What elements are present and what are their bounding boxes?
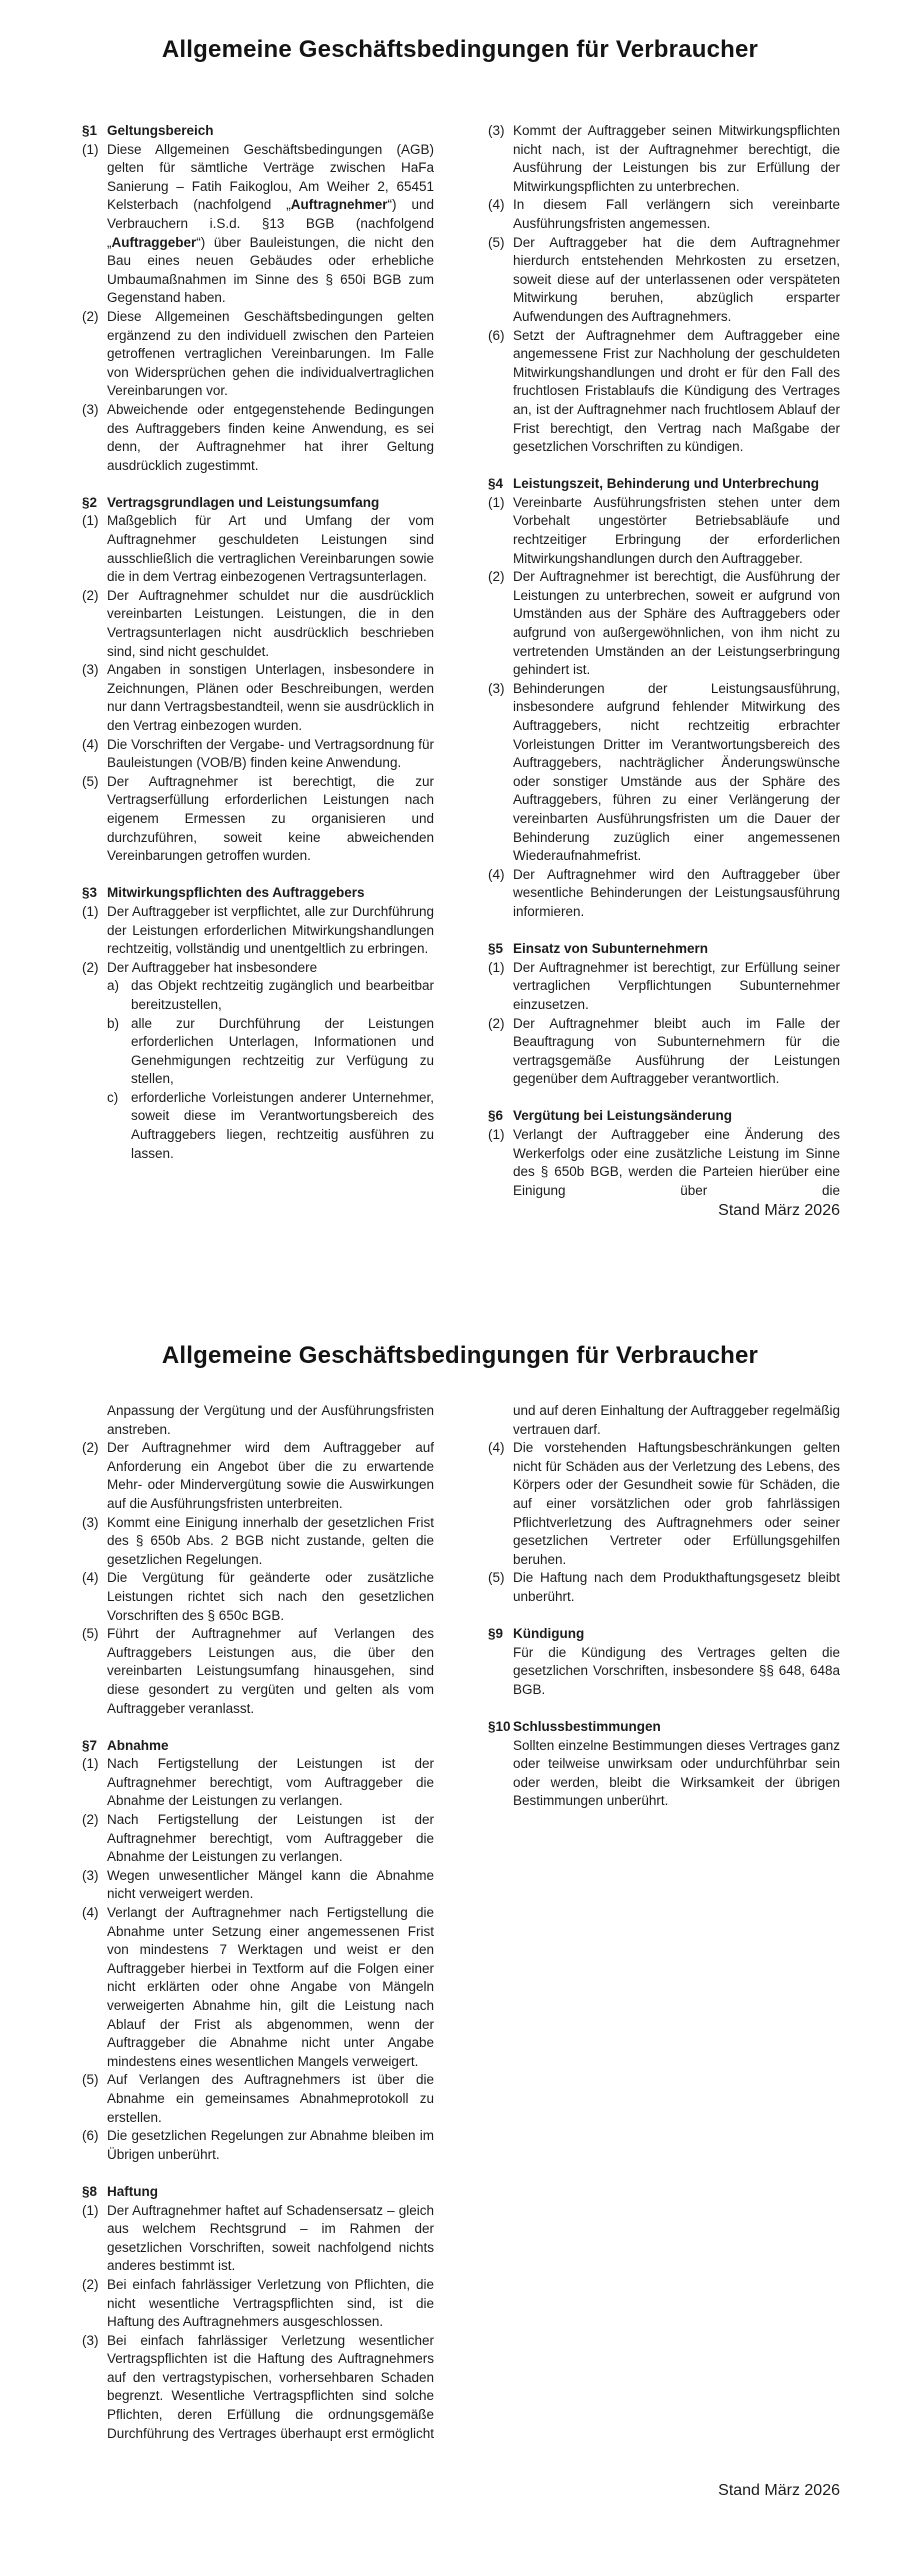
clause-number: (1) — [82, 513, 99, 529]
page-2-columns — [82, 1402, 840, 2443]
clause-number: (4) — [82, 736, 99, 752]
clause-number: (4) — [82, 1570, 99, 1586]
clause-number: c) — [107, 1089, 119, 1105]
clause-number: (2) — [488, 1015, 505, 1031]
clause-item — [82, 2127, 434, 2164]
clause-item — [82, 1811, 434, 1867]
clause-item — [82, 1569, 434, 1625]
page-1-columns — [82, 122, 840, 1200]
clause-number: (2) — [82, 2276, 99, 2292]
clause-number: (1) — [82, 2202, 99, 2218]
clause-text: Der Auftragnehmer wird dem Auftraggeber auf Anforderung ein Angebot über die zu erwartende Mehr- oder Mindervergütung sowie die Auswirkungen auf die Ausführungsfristen unterbreiten. — [107, 1440, 434, 1511]
clause-number: (3) — [488, 680, 505, 696]
clause-number: (3) — [82, 662, 99, 678]
clause-text: erforderliche Vorleistungen anderer Unternehmer, soweit diese im Verantwortungsbereich des Auftraggebers liegen, rechtzeitig ausführen zu lassen. — [131, 1089, 434, 1161]
clause-text: Geltungsbereich — [107, 123, 214, 138]
clause-text: Leistungszeit, Behinderung und Unterbrechung — [513, 476, 820, 492]
right-column — [488, 1402, 840, 2443]
clause-number: (3) — [82, 401, 99, 417]
clause-text: Der Auftraggeber hat insbesondere — [107, 959, 318, 975]
clause-item — [488, 1569, 840, 1606]
clause-text: Nach Fertigstellung der Leistungen ist der Auftragnehmer berechtigt, vom Auftraggeber die Abnahme der Leistungen zu verlangen. — [107, 1812, 434, 1865]
clause-number: §6 — [488, 1108, 504, 1124]
clause-item — [488, 494, 840, 568]
clause-text: Führt der Auftragnehmer auf Verlangen des Auftraggebers Leistungen aus, die über den vereinbarten Leistungsumfang hinausgehen, sind diese gesondert zu vergüten und gelten als vom Auftraggeber veranlasst. — [107, 1626, 434, 1716]
clause-text: Kündigung — [513, 1626, 585, 1642]
clause-text: Auf Verlangen des Auftragnehmers ist über die Abnahme ein gemeinsames Abnahmeprotokoll zu erstellen. — [107, 2072, 434, 2125]
clause-number: (4) — [82, 1905, 99, 1921]
clause-text: Für die Kündigung des Vertrages gelten die gesetzlichen Vorschriften, insbesondere §§ 648, 648a BGB. — [513, 1644, 840, 1697]
clause-text: Der Auftragnehmer ist berechtigt, die zur Vertragserfüllung erforderlichen Leistungen nach eigenem Ermessen zu organisieren und durchzuführen, soweit keine abweichenden Vereinbarungen getroffen wurden. — [107, 773, 434, 864]
clause-text: Die Vergütung für geänderte oder zusätzliche Leistungen richtet sich nach den gesetzlichen Vorschriften des § 650c BGB. — [107, 1570, 434, 1623]
clause-subitem — [107, 1089, 434, 1163]
clause-paragraph — [488, 1644, 840, 1700]
left-column — [82, 1402, 434, 2443]
section-heading — [488, 940, 840, 959]
clause-text: Abweichende oder entgegenstehende Bedingungen des Auftraggebers finden keine Anwendung, es sei denn, der Auftragnehmer hat ihrer Geltung ausdrücklich zugestimmt. — [107, 401, 434, 473]
clause-text: Wegen unwesentlicher Mängel kann die Abnahme nicht verweigert werden. — [107, 1867, 434, 1902]
clause-item — [82, 308, 434, 401]
clause-number: (2) — [82, 587, 99, 603]
clause-number: §3 — [82, 885, 98, 901]
clause-text: Anpassung der Vergütung und der Ausführungsfristen anstreben. — [107, 1403, 434, 1437]
clause-number: (3) — [82, 1514, 99, 1530]
clause-number: (2) — [82, 1440, 99, 1456]
clause-number: §10 — [488, 1719, 511, 1735]
page-title: Allgemeine Geschäftsbedingungen für Verbraucher — [161, 36, 759, 63]
clause-text: Nach Fertigstellung der Leistungen ist der Auftragnehmer berechtigt, vom Auftraggeber die Abnahme der Leistungen zu verlangen. — [107, 1756, 434, 1809]
clause-number: (2) — [82, 959, 99, 975]
clause-item — [488, 234, 840, 327]
page-title: Allgemeine Geschäftsbedingungen für Verbraucher — [161, 1342, 759, 1369]
clause-item — [488, 122, 840, 196]
page-2 — [0, 1280, 920, 2560]
clause-number: (1) — [488, 494, 505, 510]
clause-text: das Objekt rechtzeitig zugänglich und bearbeitbar bereitzustellen, — [131, 978, 434, 1012]
clause-text: Der Auftragnehmer ist berechtigt, zur Erfüllung seiner vertraglichen Verpflichtungen Subunternehmer einzusetzen. — [513, 959, 840, 1012]
page-footer: Stand März 2026 — [718, 2482, 840, 2499]
clause-item — [82, 2202, 434, 2276]
clause-text: Die gesetzlichen Regelungen zur Abnahme bleiben im Übrigen unberührt. — [107, 2128, 434, 2162]
clause-text: Die Vorschriften der Vergabe- und Vertragsordnung für Bauleistungen (VOB/B) finden keine Anwendung. — [107, 736, 434, 771]
clause-text: Einsatz von Subunternehmern — [513, 941, 709, 957]
clause-number: (4) — [488, 197, 505, 213]
left-column — [82, 122, 434, 1200]
clause-number: (1) — [82, 1756, 99, 1772]
clause-number: §1 — [82, 123, 98, 138]
clause-text: Die Haftung nach dem Produkthaftungsgesetz bleibt unberührt. — [513, 1570, 840, 1604]
clause-number: b) — [107, 1015, 120, 1031]
clause-text: Diese Allgemeinen Geschäftsbedingungen (AGB) gelten für sämtliche Verträge zwischen HaFa Sanierung – Fatih Faikoglou, Am Weiher 2, 65451 Kelsterbach (nachfolgend „Auftragnehmer“) und Verbrauchern i.S.d. §13 BGB (nachfolgend „Auftraggeber“) über Bauleistungen, die nicht den Bau eines neuen Gebäudes oder erhebliche Umbaumaßnahmen im Sinne des § 650i BGB zum Gegenstand haben. — [107, 141, 434, 306]
clause-subitem — [107, 1015, 434, 1089]
section-heading — [488, 1625, 840, 1644]
section-heading — [488, 475, 840, 494]
clause-item — [82, 1625, 434, 1718]
clause-number: §9 — [488, 1626, 504, 1642]
clause-item — [488, 680, 840, 866]
clause-item — [82, 959, 434, 978]
clause-number: a) — [107, 978, 120, 994]
clause-text: Der Auftragnehmer ist berechtigt, die Ausführung der Leistungen zu unterbrechen, soweit er aufgrund von Umständen aus der Sphäre des Auftraggebers oder aufgrund von außergewöhnlichen, von ihm nicht zu vertretenden Umständen an der Leistungserbringung gehindert ist. — [513, 569, 840, 678]
clause-item — [82, 1755, 434, 1811]
section-heading — [82, 494, 434, 513]
clause-number: (5) — [82, 1626, 99, 1642]
clause-text: Maßgeblich für Art und Umfang der vom Auftragnehmer geschuldeten Leistungen sind ausschließlich die vertraglichen Vereinbarungen sowie die in dem Vertrag einbezogenen Vertragsunterlagen. — [107, 513, 434, 585]
clause-text: Verlangt der Auftragnehmer nach Fertigstellung die Abnahme unter Setzung einer angemessenen Frist von mindestens 7 Werktagen und weist er den Auftraggeber hierbei in Textform auf die Folgen einer nicht erklärten oder ohne Angabe von Mängeln verweigerten Abnahme hin, gilt die Leistung nach Ablauf der Frist als abgenommen, wenn der Auftraggeber die Abnahme nicht unter Angabe mindestens eines wesentlichen Mangels verweigert. — [107, 1905, 434, 2069]
clause-number: (5) — [488, 1570, 505, 1586]
clause-number: (2) — [82, 1812, 99, 1828]
clause-item — [488, 959, 840, 1015]
clause-text: Der Auftragnehmer haftet auf Schadensersatz – gleich aus welchem Rechtsgrund – im Rahmen der gesetzlichen Vorschriften, soweit nachfolgend nichts anderes bestimmt ist. — [107, 2202, 434, 2274]
clause-item — [82, 401, 434, 475]
clause-item — [82, 2071, 434, 2127]
clause-item — [82, 141, 434, 308]
section-heading — [82, 884, 434, 903]
clause-number: (6) — [82, 2128, 99, 2144]
clause-subitem — [107, 977, 434, 1014]
clause-text: Setzt der Auftragnehmer dem Auftraggeber eine angemessene Frist zur Nachholung der geschuldeten Mitwirkungshandlungen und droht er für den Fall des fruchtlosen Fristablaufs die Kündigung des Vertrages an, ist der Auftragnehmer nach fruchtlosem Ablauf der Frist berechtigt, den Vertrag nach Maßgabe der gesetzlichen Vorschriften zu kündigen. — [513, 327, 840, 455]
clause-item — [82, 2276, 434, 2332]
clause-paragraph — [488, 1402, 840, 1439]
clause-number: (1) — [82, 903, 99, 919]
clause-item — [82, 903, 434, 959]
clause-number: (6) — [488, 327, 505, 343]
clause-text: und auf deren Einhaltung der Auftraggeber regelmäßig vertrauen darf. — [513, 1403, 840, 1437]
clause-item — [82, 1904, 434, 2071]
clause-number: §2 — [82, 494, 98, 510]
clause-item — [82, 773, 434, 866]
section-heading — [488, 1718, 840, 1737]
page-footer: Stand März 2026 — [718, 1202, 840, 1219]
clause-text: Vertragsgrundlagen und Leistungsumfang — [107, 494, 380, 510]
clause-text: Vergütung bei Leistungsänderung — [513, 1108, 733, 1124]
clause-text: Schlussbestimmungen — [513, 1719, 661, 1735]
clause-item — [82, 2332, 434, 2444]
clause-number: (3) — [488, 123, 505, 138]
clause-text: Vereinbarte Ausführungsfristen stehen unter dem Vorbehalt ungestörter Betriebsabläufe und rechtzeitiger Erbringung der erforderlichen Mitwirkungshandlungen durch den Auftraggeber. — [513, 494, 840, 566]
clause-text: Der Auftragnehmer wird den Auftraggeber über wesentliche Behinderungen der Leistungsausführung informieren. — [513, 866, 840, 919]
clause-paragraph — [82, 1402, 434, 1439]
section-heading — [82, 2183, 434, 2202]
clause-number: (1) — [488, 1127, 505, 1143]
clause-number: (4) — [488, 866, 505, 882]
clause-item — [82, 1867, 434, 1904]
clause-text: Verlangt der Auftraggeber eine Änderung des Werkerfolgs oder eine zusätzliche Leistung im Sinne des § 650b BGB, werden die Parteien hierüber eine Einigung über die — [513, 1127, 840, 1198]
clause-number: (1) — [488, 959, 505, 975]
clause-text: Bei einfach fahrlässiger Verletzung von Pflichten, die nicht wesentliche Vertragspflichten sind, ist die Haftung des Auftragnehmers ausgeschlossen. — [107, 2276, 434, 2330]
right-column — [488, 122, 840, 1200]
section-heading — [488, 1107, 840, 1126]
clause-text: Bei einfach fahrlässiger Verletzung wesentlicher Vertragspflichten ist die Haftung des Auftragnehmers auf den vertragstypischen, vorhersehbaren Schaden begrenzt. Wesentliche Vertragspflichten sind solche Pflichten, deren Erfüllung die ordnungsgemäße Durchführung des Vertrages überhaupt erst ermöglicht — [107, 2332, 434, 2441]
clause-number: (2) — [82, 308, 99, 324]
clause-number: (5) — [82, 2072, 99, 2088]
clause-paragraph — [488, 1737, 840, 1811]
clause-text: Der Auftraggeber ist verpflichtet, alle zur Durchführung der Leistungen erforderlichen Mitwirkungshandlungen rechtzeitig, vollständig und unentgeltlich zu erbringen. — [107, 903, 434, 957]
clause-number: (5) — [82, 773, 99, 789]
clause-number: §7 — [82, 1737, 98, 1753]
clause-item — [488, 1015, 840, 1089]
clause-item — [488, 1126, 840, 1200]
clause-text: Diese Allgemeinen Geschäftsbedingungen gelten ergänzend zu den individuell zwischen den Parteien getroffenen vertraglichen Vereinbarungen. Im Falle von Widersprüchen gehen die individualvertraglichen Vereinbarungen vor. — [107, 308, 434, 399]
clause-text: Angaben in sonstigen Unterlagen, insbesondere in Zeichnungen, Plänen oder Beschreibungen, werden nur dann Vertragsbestandteil, wenn sie ausdrücklich in den Vertrag einbezogen wurden. — [107, 662, 434, 733]
clause-item — [82, 1439, 434, 1513]
clause-item — [82, 512, 434, 586]
clause-text: Abnahme — [107, 1737, 169, 1753]
clause-item — [488, 196, 840, 233]
clause-number: (4) — [488, 1440, 505, 1456]
clause-item — [82, 736, 434, 773]
clause-item — [488, 568, 840, 680]
clause-number: (3) — [82, 2332, 99, 2348]
clause-text: Der Auftraggeber hat die dem Auftragnehmer hierdurch entstehenden Mehrkosten zu ersetzen, soweit diese auf der unterlassenen oder verspäteten Mitwirkung beruhen, abzüglich ersparter Aufwendungen des Auftragnehmers. — [513, 234, 840, 324]
clause-number: (3) — [82, 1867, 99, 1883]
clause-number: §5 — [488, 941, 504, 957]
section-heading — [82, 1737, 434, 1756]
clause-item — [488, 327, 840, 457]
clause-text: Haftung — [107, 2183, 158, 2199]
clause-number: §4 — [488, 476, 504, 492]
clause-item — [488, 866, 840, 922]
clause-text: Kommt eine Einigung innerhalb der gesetzlichen Frist des § 650b Abs. 2 BGB nicht zustande, gelten die gesetzlichen Regelungen. — [107, 1514, 434, 1567]
clause-text: Mitwirkungspflichten des Auftraggebers — [107, 885, 365, 901]
clause-text: Der Auftragnehmer bleibt auch im Falle der Beauftragung von Subunternehmern für die vertragsgemäße Ausführung der Leistungen gegenüber dem Auftraggeber verantwortlich. — [513, 1015, 840, 1087]
clause-text: Der Auftragnehmer schuldet nur die ausdrücklich vereinbarten Leistungen. Leistungen, die in den Vertragsunterlagen nicht ausdrücklich beschrieben sind, sind nicht geschuldet. — [107, 587, 434, 659]
clause-text: Die vorstehenden Haftungsbeschränkungen gelten nicht für Schäden aus der Verletzung des Lebens, des Körpers oder der Gesundheit sowie für Schäden, die auf einer vorsätzlichen oder grob fahrlässigen Pflichtverletzung des Auftragnehmers oder seiner gesetzlichen Vertreter oder Erfüllungsgehilfen beruhen. — [513, 1440, 840, 1567]
section-heading — [82, 122, 434, 141]
clause-item — [82, 587, 434, 661]
clause-text: In diesem Fall verlängern sich vereinbarte Ausführungsfristen angemessen. — [513, 197, 840, 231]
clause-number: §8 — [82, 2183, 98, 2199]
clause-text: Kommt der Auftraggeber seinen Mitwirkungspflichten nicht nach, ist der Auftragnehmer berechtigt, die Ausführung der Leistungen bis zur Erfüllung der Mitwirkungspflichten zu unterbrechen. — [513, 123, 840, 194]
clause-number: (5) — [488, 234, 505, 250]
clause-text: alle zur Durchführung der Leistungen erforderlichen Unterlagen, Informationen und Genehmigungen rechtzeitig zur Verfügung zu stellen, — [131, 1015, 434, 1087]
clause-text: Sollten einzelne Bestimmungen dieses Vertrages ganz oder teilweise unwirksam oder undurchführbar sein oder werden, bleibt die Wirksamkeit der übrigen Bestimmungen unberührt. — [513, 1737, 840, 1809]
clause-item — [82, 1514, 434, 1570]
clause-number: (1) — [82, 141, 99, 157]
clause-text: Behinderungen der Leistungsausführung, insbesondere aufgrund fehlender Mitwirkung des Auftraggebers, nicht rechtzeitig erbrachter Vorleistungen Dritter im Verantwortungsbereich des Auftraggebers, nachträglicher Änderungswünsche oder sonstiger Umstände aus der Sphäre des Auftraggebers, führen zu einer Verlängerung der vereinbarten Ausführungsfristen um die Dauer der Behinderung zuzüglich einer angemessenen Wiederaufnahmefrist. — [513, 680, 840, 864]
clause-number: (2) — [488, 569, 505, 585]
clause-item — [82, 661, 434, 735]
clause-item — [488, 1439, 840, 1569]
